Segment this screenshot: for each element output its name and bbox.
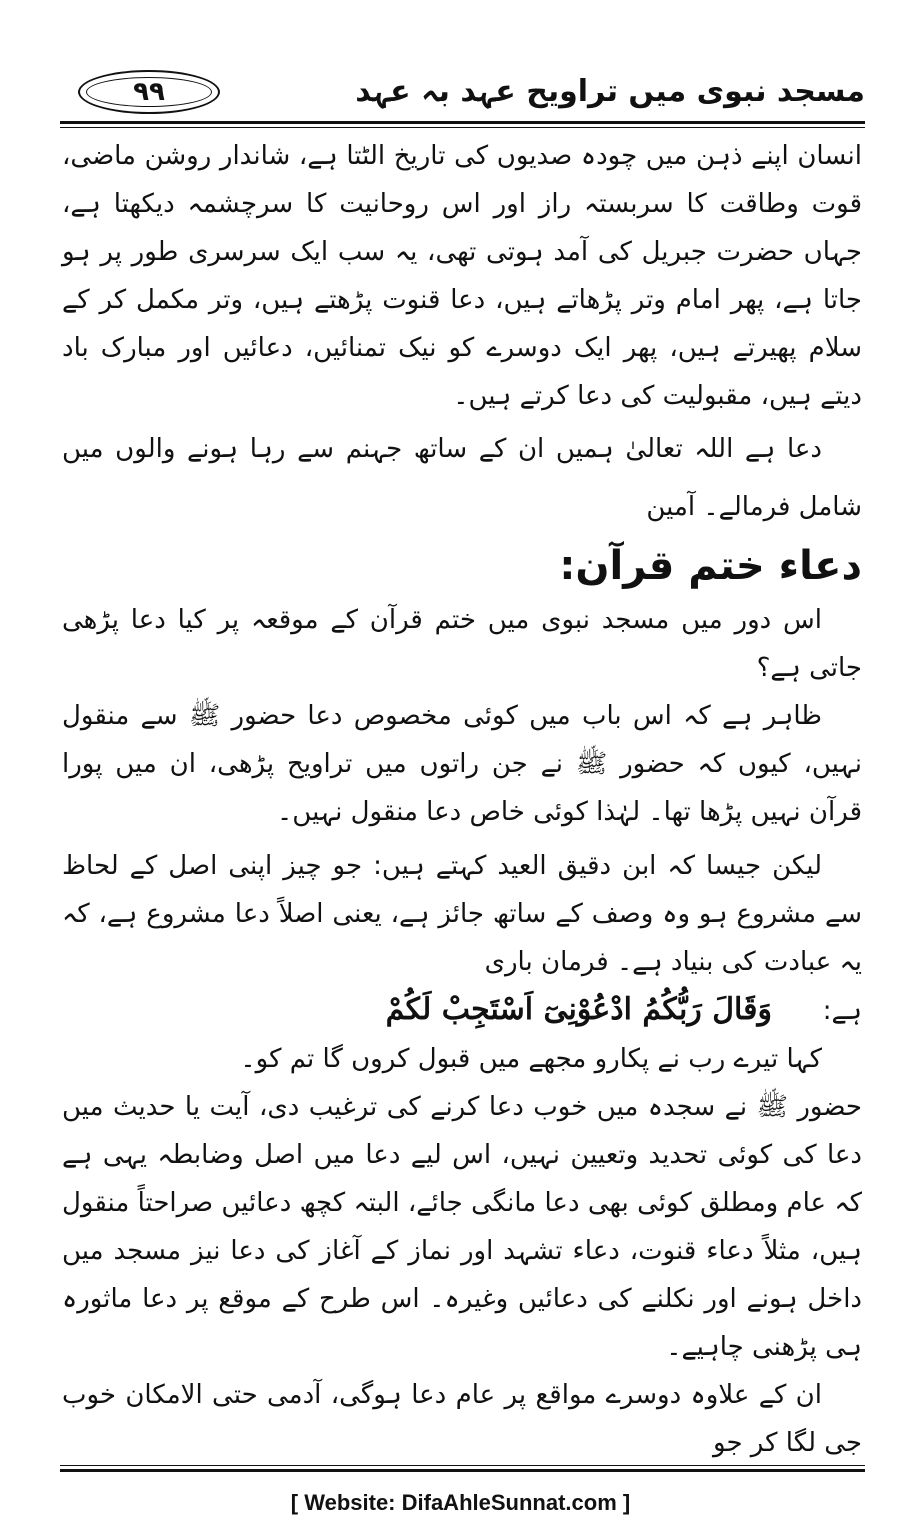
paragraph-4: لیکن جیسا کہ ابن دقیق العید کہتے ہیں: جو چیز اپنی اصل کے لحاظ سے مشروع ہو وہ وصف کے ساتھ جائز ہے، یعنی اصلاً دعا مشروع ہے، کہ یہ عبادت کی بنیاد ہے۔ فرمان باری (62, 851, 862, 977)
paragraph-2: دعا ہے اللہ تعالیٰ ہمیں ان کے ساتھ جہنم سے رہا ہونے والوں میں شامل فرمالے۔ آمین (62, 434, 862, 522)
question: اس دور میں مسجد نبوی میں ختم قرآن کے موقعہ پر کیا دعا پڑھی جاتی ہے؟ (62, 605, 862, 683)
page-number-badge (78, 70, 220, 114)
paragraph-3: ظاہر ہے کہ اس باب میں کوئی مخصوص دعا حضور ﷺ سے منقول نہیں، کیوں کہ حضور ﷺ نے جن راتوں میں تراویح پڑھی، ان میں پورا قرآن نہیں پڑھا تھا۔ لہٰذا کوئی خاص دعا منقول نہیں۔ (62, 701, 862, 827)
paragraph-1: انسان اپنے ذہن میں چودہ صدیوں کی تاریخ الٹتا ہے، شاندار روشن ماضی، قوت وطاقت کا سربستہ راز اور اس روحانیت کا سرچشمہ دیکھتا ہے، جہاں حضرت جبریل کی آمد ہوتی تھی، یہ سب ایک سرسری طور پر ہو جاتا ہے، پھر امام وتر پڑھاتے ہیں، دعا قنوت پڑھتے ہیں، وتر مکمل کر کے سلام پھیرتے ہیں، پھر ایک دوسرے کو نیک تمنائیں، دعائیں اور مبارک باد دیتے ہیں، مقبولیت کی دعا کرتے ہیں۔ (62, 141, 862, 411)
footer-rule (60, 1465, 865, 1472)
running-title: مسجد نبوی میں تراویح عہد بہ عہد (355, 74, 865, 109)
page-body (62, 132, 862, 1467)
quran-verse: وَقَالَ رَبُّكُمُ ادْعُوْنِىٓ اَسْتَجِبْ لَكُمْ (385, 992, 772, 1027)
page-number: ۹۹ (133, 77, 165, 107)
paragraph-6: ان کے علاوہ دوسرے مواقع پر عام دعا ہوگی، آدمی حتی الامکان خوب جی لگا کر جو (62, 1380, 862, 1458)
header-rule (60, 121, 865, 128)
website-footer: [ Website: DifaAhleSunnat.com ] (290, 1490, 631, 1515)
section-heading: دعاء ختم قرآن: (559, 543, 862, 589)
page-header (60, 68, 865, 118)
verse-translation: کہا تیرے رب نے پکارو مجھے میں قبول کروں گا تم کو۔ (240, 1044, 822, 1074)
verse-lead: ہے: (822, 996, 862, 1026)
paragraph-5: حضور ﷺ نے سجدہ میں خوب دعا کرنے کی ترغیب دی، آیت یا حدیث میں دعا کی کوئی تحدید وتعیین نہیں، اس لیے دعا میں اصل وضابطہ یہی ہے کہ عام ومطلق کوئی بھی دعا مانگی جائے، البتہ کچھ دعائیں صراحتاً منقول ہیں، مثلاً دعاء قنوت، دعاء تشہد اور نماز کے آغاز کی دعا نیز مسجد میں داخل ہونے اور نکلنے کی دعائیں وغیرہ۔ اس طرح کے موقع پر دعا ماثورہ ہی پڑھنی چاہیے۔ (62, 1092, 862, 1362)
verse-line (62, 986, 862, 1035)
